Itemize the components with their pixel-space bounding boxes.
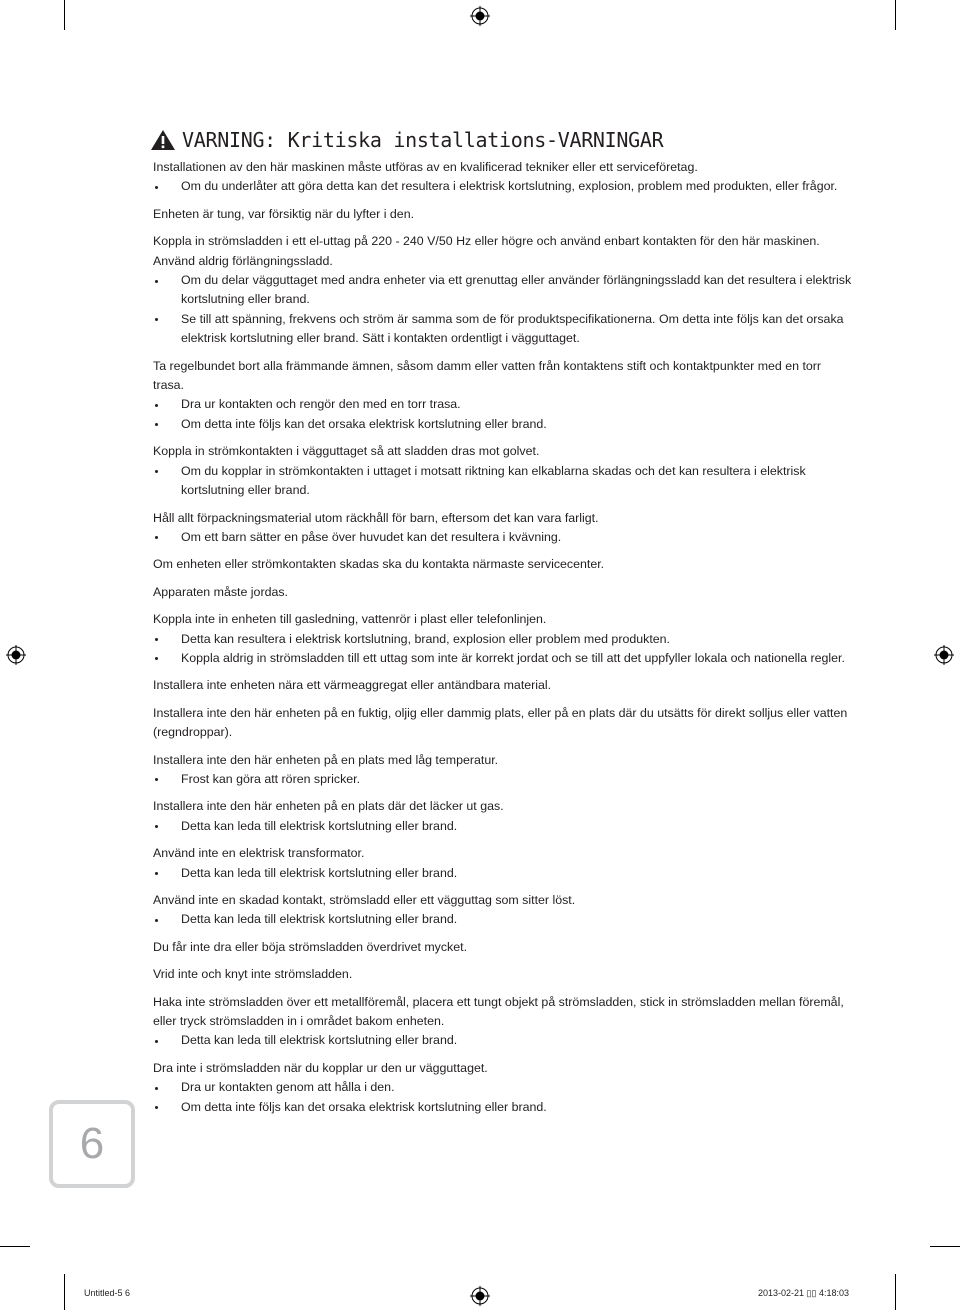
footer-left: Untitled-5 6	[84, 1288, 131, 1298]
bullet-item: Detta kan resultera i elektrisk kortslutning, brand, explosion eller problem med produkten.	[153, 630, 853, 649]
paragraph: Installationen av den här maskinen måste utföras av en kvalificerad tekniker eller ett serviceföretag.	[153, 160, 698, 174]
footer-right: 2013-02-21 ▯▯ 4:18:03	[758, 1288, 849, 1298]
registration-mark-icon	[6, 645, 26, 665]
bullet-item: Koppla aldrig in strömsladden till ett uttag som inte är korrekt jordat och se till att det uppfyller lokala och nationella regler.	[153, 649, 853, 668]
bullet-item: Dra ur kontakten genom att hålla i den.	[153, 1078, 853, 1097]
paragraph: Haka inte strömsladden över ett metallföremål, placera ett tungt objekt på strömsladden, stick in strömsladden mellan föremål, eller tryck strömsladden in i området bakom enheten.	[153, 994, 844, 1029]
paragraph: Håll allt förpackningsmaterial utom räckhåll för barn, eftersom det kan vara farligt.	[153, 510, 599, 525]
paragraph: Enheten är tung, var försiktig när du lyfter i den.	[153, 206, 415, 221]
paragraph: Installera inte den här enheten på en fuktig, oljig eller dammig plats, eller på en plats där du utsätts för direkt solljus eller vatten (regndroppar).	[153, 705, 848, 740]
paragraph: Du får inte dra eller böja strömsladden överdrivet mycket.	[153, 939, 468, 954]
page-number-box	[49, 1100, 135, 1188]
paragraph: Ta regelbundet bort alla främmande ämnen, såsom damm eller vatten från kontaktens stift och kontaktpunkter med en torr trasa.	[153, 358, 822, 393]
page-number: 6	[79, 1119, 105, 1168]
paragraph: Om enheten eller strömkontakten skadas ska du kontakta närmaste servicecenter.	[153, 557, 605, 572]
bullet-item: Om du kopplar in strömkontakten i uttaget i motsatt riktning kan elkablarna skadas och det kan resultera i elektrisk kortslutning eller brand.	[153, 462, 853, 501]
registration-mark-icon	[934, 645, 954, 665]
crop-mark	[930, 1246, 960, 1247]
bullet-item: Om du delar vägguttaget med andra enheter via ett grenuttag eller använder förlängningssladd kan det resultera i elektrisk kortslutning eller brand.	[153, 271, 853, 310]
paragraph: Installera inte den här enheten på en plats där det läcker ut gas.	[153, 799, 504, 814]
crop-mark	[0, 1246, 30, 1247]
paragraph: Koppla in strömsladden i ett el-uttag på 220 - 240 V/50 Hz eller högre och använd enbart kontakten för den här maskinen. Använd aldrig förlängningssladd.	[153, 234, 820, 268]
paragraph: Dra inte i strömsladden när du kopplar ur den ur vägguttaget.	[153, 1060, 488, 1075]
bullet-item: Dra ur kontakten och rengör den med en torr trasa.	[153, 395, 853, 414]
bullet-item: Om detta inte följs kan det orsaka elektrisk kortslutning eller brand.	[153, 1098, 853, 1117]
paragraph: Apparaten måste jordas.	[153, 584, 288, 599]
bullet-item: Detta kan leda till elektrisk kortslutning eller brand.	[153, 1031, 853, 1050]
warning-section	[153, 128, 853, 1117]
section-heading	[150, 128, 853, 152]
warning-list	[153, 158, 853, 1117]
paragraph: Använd inte en elektrisk transformator.	[153, 846, 365, 861]
warning-triangle-icon	[150, 129, 176, 151]
paragraph: Koppla inte in enheten till gasledning, vattenrör i plast eller telefonlinjen.	[153, 612, 547, 627]
bullet-item: Detta kan leda till elektrisk kortslutning eller brand.	[153, 910, 853, 929]
bullet-item: Om detta inte följs kan det orsaka elektrisk kortslutning eller brand.	[153, 415, 853, 434]
bullet-item: Detta kan leda till elektrisk kortslutning eller brand.	[153, 864, 853, 883]
registration-mark-icon	[470, 1286, 490, 1306]
crop-mark	[895, 0, 896, 30]
crop-mark	[64, 1274, 65, 1310]
bullet-item: Om du underlåter att göra detta kan det resultera i elektrisk kortslutning, explosion, problem med produkten, eller frågor.	[153, 177, 853, 196]
heading-text: VARNING: Kritiska installations-VARNINGAR	[182, 128, 664, 152]
crop-mark	[895, 1274, 896, 1310]
registration-mark-icon	[470, 6, 490, 26]
bullet-item: Frost kan göra att rören spricker.	[153, 770, 853, 789]
paragraph: Koppla in strömkontakten i vägguttaget så att sladden dras mot golvet.	[153, 444, 540, 459]
bullet-item: Om ett barn sätter en påse över huvudet kan det resultera i kvävning.	[153, 528, 853, 547]
paragraph: Installera inte enheten nära ett värmeaggregat eller antändbara material.	[153, 678, 552, 693]
crop-mark	[64, 0, 65, 30]
bullet-item: Se till att spänning, frekvens och ström är samma som de för produktspecifikationerna. Om detta inte följs kan det orsaka elektrisk kortslutning eller brand. Sätt i kontakten ordentligt i vägguttaget.	[153, 310, 853, 349]
bullet-item: Detta kan leda till elektrisk kortslutning eller brand.	[153, 817, 853, 836]
paragraph: Använd inte en skadad kontakt, strömsladd eller ett vägguttag som sitter löst.	[153, 893, 576, 907]
paragraph: Installera inte den här enheten på en plats med låg temperatur.	[153, 752, 499, 767]
paragraph: Vrid inte och knyt inte strömsladden.	[153, 967, 353, 982]
